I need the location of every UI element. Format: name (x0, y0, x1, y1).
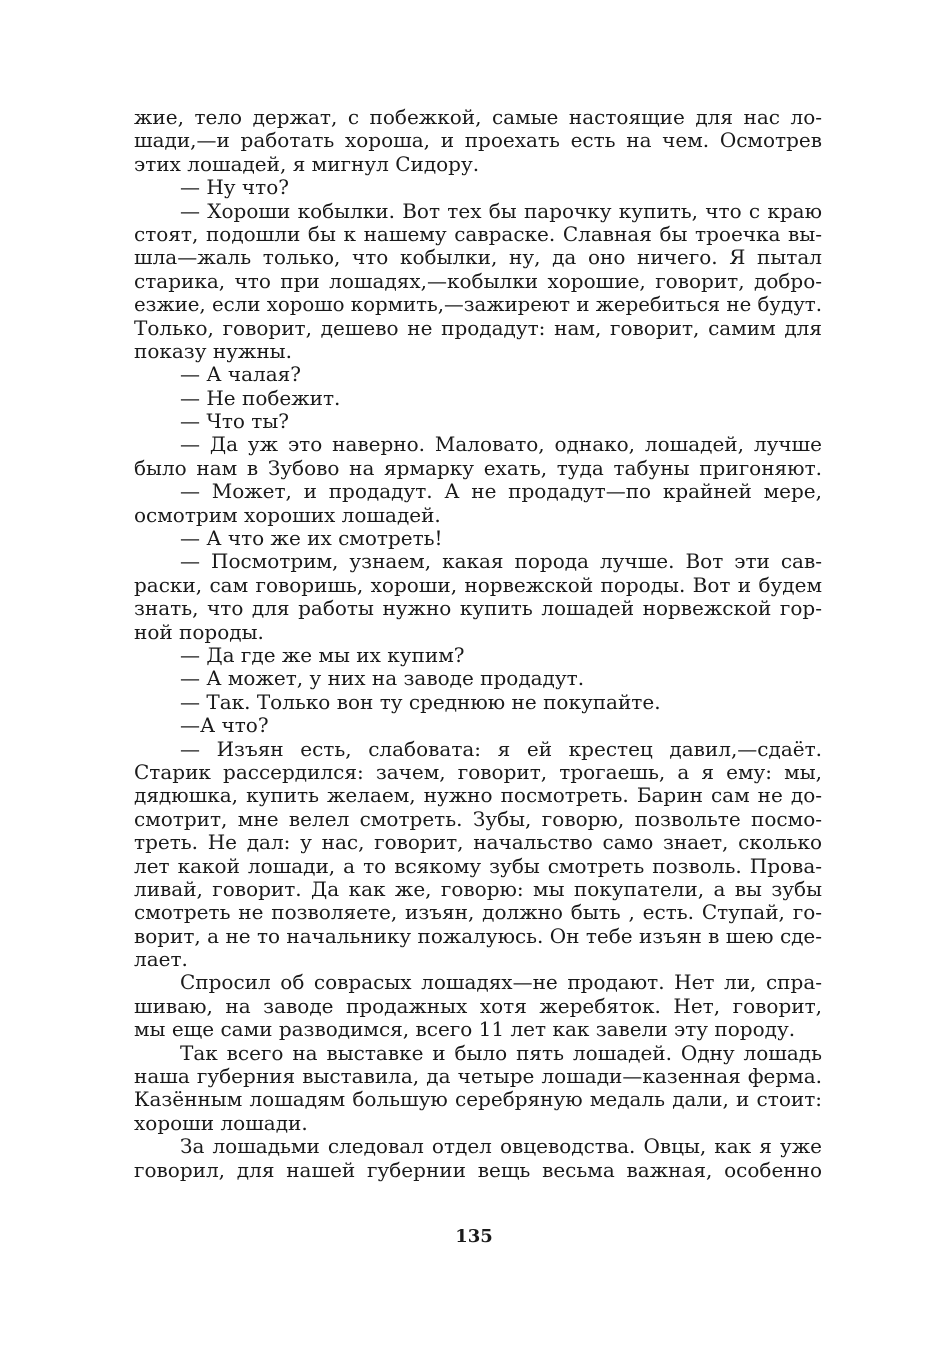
text-line: — Посмотрим, узнаем, какая порода лучше. Вот эти сав- (180, 549, 822, 574)
text-line: Только, говорит, дешево не продадут: нам, говорит, самим для (134, 315, 822, 340)
text-line: было нам в Зубово на ярмарку ехать, туда табуны пригоняют. (134, 455, 822, 480)
text-line: дядюшка, купить желаем, нужно посмотреть. Барин сам не до- (134, 783, 822, 808)
text-line: — Так. Только вон ту среднюю не покупайте. (180, 689, 661, 714)
text-line: — Не побежит. (180, 385, 341, 410)
text-line: езжие, если хорошо кормить,—зажиреют и жеребиться не будут. (134, 293, 822, 317)
text-line: ливай, говорит. Да как же, говорю: мы покупатели, а вы зубы (134, 876, 822, 901)
page-number: 135 (455, 1226, 493, 1247)
text-line: этих лошадей, я мигнул Сидору. (134, 151, 480, 176)
text-line: — Что ты? (180, 409, 289, 434)
text-line: знать, что для работы нужно купить лошадей норвежской гор- (134, 596, 822, 621)
text-line: —А что? (180, 713, 269, 738)
text-line: смотреть не позволяете, изъян, должно быть , есть. Ступай, го- (134, 900, 822, 925)
text-line: старика, что при лошадях,—кобылки хорошие, говорит, добро- (134, 268, 822, 293)
text-line: шла—жаль только, что кобылки, ну, да оно ничего. Я пытал (134, 245, 822, 270)
text-line: — Да уж это наверно. Маловато, однако, лошадей, лучше (180, 432, 822, 457)
text-line: Старик рассердился: зачем, говорит, трогаешь, а я ему: мы, (134, 759, 822, 784)
text-line: говорил, для нашей губернии вещь весьма важная, особенно (134, 1157, 822, 1182)
body-text (134, 106, 822, 1182)
text-line: — Ну что? (180, 175, 289, 200)
text-line: шади,—и работать хороша, и проехать есть на чем. Осмотрев (134, 128, 822, 153)
text-line: шиваю, на заводе продажных хотя жеребяток. Нет, говорит, (134, 993, 822, 1018)
text-line: За лошадьми следовал отдел овцеводства. Овцы, как я уже (180, 1134, 822, 1159)
text-line: — Да где же мы их купим? (180, 642, 465, 667)
text-line: показу нужны. (134, 338, 292, 363)
text-line: жие, тело держат, с побежкой, самые настоящие для нас ло- (134, 105, 822, 129)
text-line: ной породы. (134, 619, 264, 644)
text-line: Так всего на выставке и было пять лошадей. Одну лошадь (180, 1040, 822, 1065)
text-line: — А что же их смотреть! (180, 526, 443, 551)
text-line: — Хороши кобылки. Вот тех бы парочку купить, что с краю (180, 198, 822, 223)
text-line: треть. Не дал: у нас, говорит, начальство само знает, сколько (134, 830, 822, 855)
text-line: осмотрим хороших лошадей. (134, 502, 441, 527)
text-line: — А может, у них на заводе продадут. (180, 666, 585, 691)
text-line: хороши лошади. (134, 1110, 308, 1135)
text-line: наша губерния выставила, да четыре лошади—казенная ферма. (134, 1064, 822, 1089)
text-line: стоят, подошли бы к нашему савраске. Славная бы троечка вы- (134, 221, 822, 246)
text-line: Казённым лошадям большую серебряную медаль дали, и стоит: (134, 1087, 822, 1112)
text-line: лает. (134, 947, 188, 972)
text-line: лет какой лошади, а то всякому зубы смотреть позволь. Прова- (134, 853, 822, 878)
text-line: Спросил об соврасых лошадях—не продают. Нет ли, спра- (180, 970, 822, 995)
text-line: — А чалая? (180, 362, 301, 387)
text-line: смотрит, мне велел смотреть. Зубы, говорю, позвольте посмо- (134, 806, 822, 831)
text-line: — Изъян есть, слабовата: я ей крестец давил,—сдаёт. (180, 736, 822, 761)
text-line: мы еще сами разводимся, всего 11 лет как завели эту породу. (134, 1017, 796, 1042)
text-line: ворит, а не то начальнику пожалуюсь. Он тебе изъян в шею сде- (134, 923, 822, 948)
text-line: раски, сам говоришь, хороши, норвежской породы. Вот и будем (134, 572, 822, 597)
text-line: — Может, и продадут. А не продадут—по крайней мере, (180, 479, 822, 504)
